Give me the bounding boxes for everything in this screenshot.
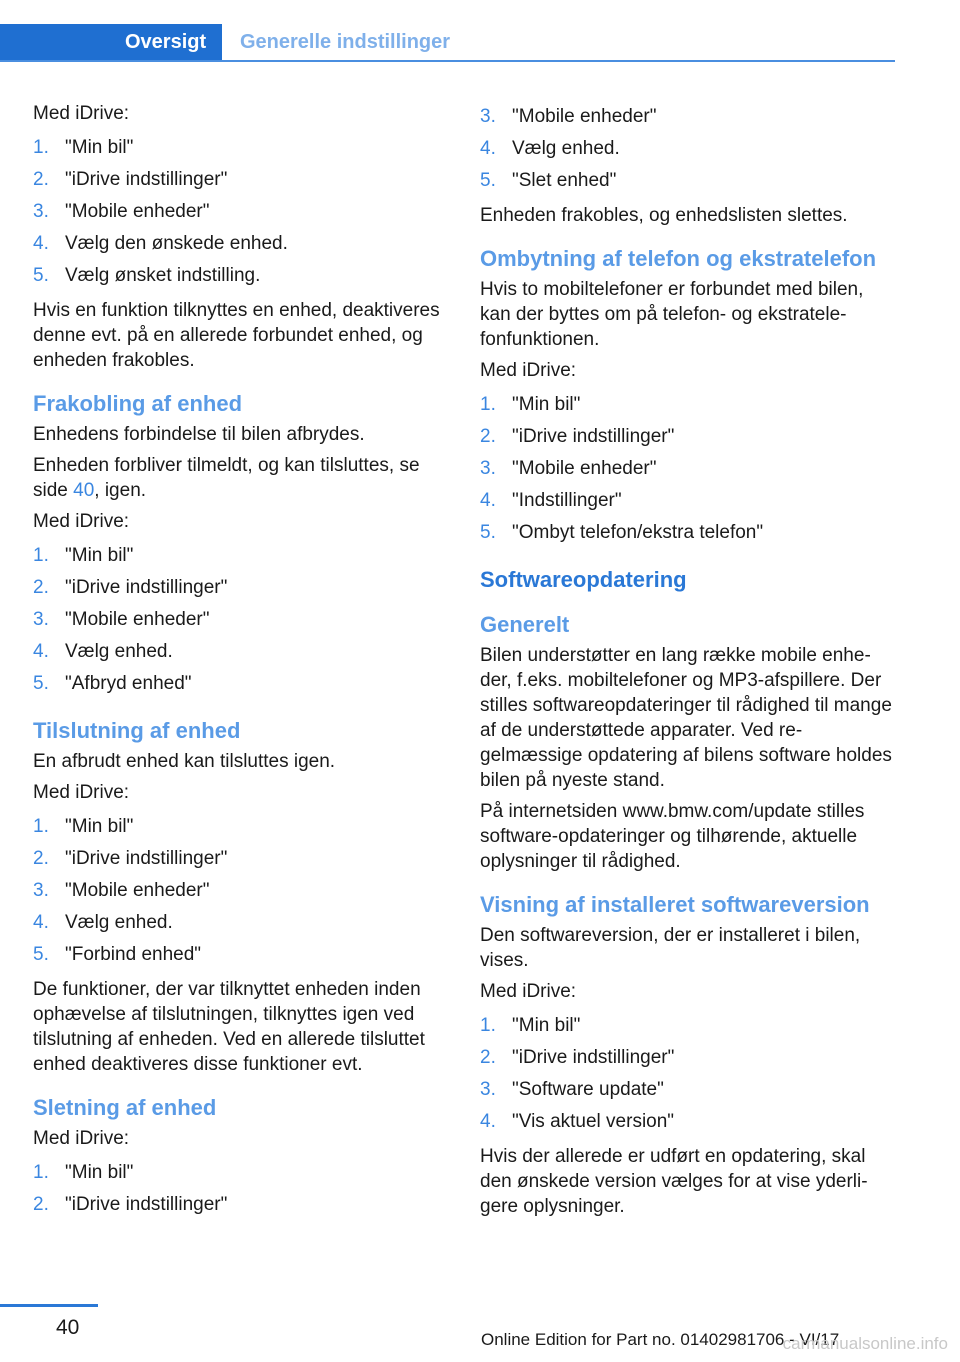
step-number: 5.: [33, 673, 49, 694]
step-text: "Mobile enheder": [65, 609, 210, 630]
page-number: 40: [56, 1316, 80, 1339]
tilslutning-note: De funktioner, der var tilknyttet enheden inden ophævelse af tilslutningen, tilknyttes igen ved tilslutning af enheden. Ved en allerede tilsluttet enhed deaktiveres disse funktioner evt.: [33, 979, 425, 1075]
step-number: 2.: [33, 577, 49, 598]
intro-note: Hvis en funktion tilknyttes en enhed, deaktiveres denne evt. på en allerede forbundet enhed, og enheden frakobles.: [33, 300, 440, 371]
list-item: [33, 636, 453, 668]
step-text: "Ombyt telefon/ekstra telefon": [512, 522, 764, 543]
step-text: "Mobile enheder": [65, 880, 210, 901]
step-text: "Min bil": [512, 1015, 581, 1036]
step-text: Vælg ønsket indstilling.: [65, 265, 261, 286]
step-number: 3.: [33, 201, 49, 222]
heading-frakobling: Frakobling af enhed: [33, 391, 243, 416]
step-number: 4.: [480, 138, 496, 159]
visning-note: Hvis der allerede er udført en opdatering, skal den ønskede version vælges for at vise yderligere oplysninger.: [480, 1146, 868, 1217]
sletning-note: Enheden frakobles, og enhedslisten slettes.: [480, 205, 848, 226]
heading-visning: Visning af installeret softwareversion: [480, 892, 870, 917]
frakobling-p2-after: , igen.: [94, 480, 147, 501]
list-item: [480, 453, 895, 485]
list-item: [480, 389, 895, 421]
step-number: 3.: [480, 458, 496, 479]
list-item: [33, 875, 453, 907]
step-text: "Forbind enhed": [65, 944, 202, 965]
step-text: "Min bil": [65, 816, 134, 837]
list-item: [33, 228, 453, 260]
list-item: [480, 133, 895, 165]
left-column: [33, 101, 453, 1227]
list-item: [480, 517, 895, 549]
list-item: [33, 843, 453, 875]
step-text: "Vis aktuel version": [512, 1111, 675, 1132]
generelt-p2: På internetsiden www.bmw.com/update stilles software-opdateringer og tilhørende, aktuelle oplysninger til rådighed.: [480, 801, 865, 872]
step-text: "Min bil": [512, 394, 581, 415]
step-number: 2.: [33, 848, 49, 869]
list-item: [480, 1042, 895, 1074]
step-number: 4.: [33, 912, 49, 933]
tab-oversigt[interactable]: Oversigt: [0, 24, 222, 61]
frakobling-steps: [33, 540, 453, 700]
step-text: Vælg den ønskede enhed.: [65, 233, 288, 254]
step-number: 2.: [480, 1047, 496, 1068]
sletning-label: Med iDrive:: [33, 1128, 130, 1149]
step-text: "Software update": [512, 1079, 664, 1100]
step-number: 5.: [33, 944, 49, 965]
list-item: [33, 668, 453, 700]
list-item: [33, 196, 453, 228]
step-text: "Afbryd enhed": [65, 673, 192, 694]
intro-label: Med iDrive:: [33, 103, 130, 124]
list-item: [480, 421, 895, 453]
tilslutning-label: Med iDrive:: [33, 782, 130, 803]
heading-generelt: Generelt: [480, 612, 570, 637]
list-item: [33, 939, 453, 971]
header-divider: [0, 60, 895, 62]
list-item: [33, 540, 453, 572]
step-number: 5.: [480, 170, 496, 191]
right-column: [480, 101, 895, 1225]
generelt-p1: Bilen understøtter en lang række mobile enheder, f.eks. mobiltelefoner og MP3-afspillere. Der stilles softwareopdateringer til rådighed til mange af de understøttede apparater. Ved regelmæssige opdatering af bilens software holdes bilen på nyeste stand.: [480, 645, 892, 791]
step-number: 1.: [480, 1015, 496, 1036]
step-text: "iDrive indstillinger": [65, 1194, 228, 1215]
tilslutning-steps: [33, 811, 453, 971]
step-text: "iDrive indstillinger": [512, 1047, 675, 1068]
intro-steps: [33, 132, 453, 292]
heading-sletning: Sletning af enhed: [33, 1095, 217, 1120]
step-text: Vælg enhed.: [512, 138, 620, 159]
step-number: 3.: [33, 609, 49, 630]
step-number: 4.: [33, 641, 49, 662]
step-number: 5.: [33, 265, 49, 286]
step-text: "Indstillinger": [512, 490, 622, 511]
sletning-steps: [33, 1157, 453, 1221]
ombytning-steps: [480, 389, 895, 549]
list-item: [33, 604, 453, 636]
step-number: 2.: [33, 1194, 49, 1215]
list-item: [480, 485, 895, 517]
step-text: "Min bil": [65, 1162, 134, 1183]
step-number: 1.: [33, 545, 49, 566]
step-text: Vælg enhed.: [65, 912, 173, 933]
list-item: [33, 164, 453, 196]
list-item: [480, 1010, 895, 1042]
footer-accent-bar: [0, 1304, 98, 1307]
frakobling-label: Med iDrive:: [33, 511, 130, 532]
step-text: "Min bil": [65, 137, 134, 158]
page-link-40[interactable]: 40: [73, 480, 95, 501]
step-number: 3.: [480, 106, 496, 127]
frakobling-p2-text: Enheden forbliver tilmeldt, og kan tilsluttes, se side: [33, 455, 420, 501]
frakobling-p1: Enhedens forbindelse til bilen afbrydes.: [33, 424, 365, 445]
frakobling-p2: [33, 453, 453, 503]
heading-tilslutning: Tilslutning af enhed: [33, 718, 241, 743]
step-number: 3.: [480, 1079, 496, 1100]
visning-p1: Den softwareversion, der er installeret i bilen, vises.: [480, 925, 861, 971]
step-text: Vælg enhed.: [65, 641, 173, 662]
visning-label: Med iDrive:: [480, 981, 577, 1002]
step-number: 1.: [33, 816, 49, 837]
step-number: 5.: [480, 522, 496, 543]
tilslutning-p1: En afbrudt enhed kan tilsluttes igen.: [33, 751, 336, 772]
step-number: 1.: [33, 1162, 49, 1183]
list-item: [480, 165, 895, 197]
step-number: 4.: [480, 1111, 496, 1132]
step-text: "Min bil": [65, 545, 134, 566]
list-item: [33, 907, 453, 939]
edition-text: Online Edition for Part no. 01402981706 - VI/17: [481, 1330, 840, 1349]
step-text: "iDrive indstillinger": [65, 577, 228, 598]
list-item: [33, 1157, 453, 1189]
step-number: 4.: [480, 490, 496, 511]
list-item: [33, 1189, 453, 1221]
step-number: 4.: [33, 233, 49, 254]
ombytning-p1: Hvis to mobiltelefoner er forbundet med bilen, kan der byttes om på telefon- og ekstratelefonfunktionen.: [480, 279, 864, 350]
list-item: [33, 572, 453, 604]
heading-softwareopdatering: Softwareopdatering: [480, 567, 687, 592]
list-item: [33, 811, 453, 843]
list-item: [33, 132, 453, 164]
step-text: "Mobile enheder": [65, 201, 210, 222]
step-text: "Mobile enheder": [512, 106, 657, 127]
list-item: [480, 1106, 895, 1138]
list-item: [480, 101, 895, 133]
step-number: 1.: [480, 394, 496, 415]
step-text: "iDrive indstillinger": [512, 426, 675, 447]
visning-steps: [480, 1010, 895, 1138]
list-item: [33, 260, 453, 292]
step-number: 1.: [33, 137, 49, 158]
tab-generelle-indstillinger[interactable]: Generelle indstillinger: [240, 31, 451, 53]
step-text: "iDrive indstillinger": [65, 848, 228, 869]
sletning-steps-cont: [480, 101, 895, 197]
ombytning-label: Med iDrive:: [480, 360, 577, 381]
watermark: carmanualsonline.info: [782, 1334, 948, 1353]
step-text: "Slet enhed": [512, 170, 617, 191]
heading-ombytning: Ombytning af telefon og ekstratelefon: [480, 246, 877, 271]
step-number: 2.: [33, 169, 49, 190]
list-item: [480, 1074, 895, 1106]
step-text: "Mobile enheder": [512, 458, 657, 479]
page-header: [0, 0, 960, 62]
step-text: "iDrive indstillinger": [65, 169, 228, 190]
step-number: 2.: [480, 426, 496, 447]
step-number: 3.: [33, 880, 49, 901]
